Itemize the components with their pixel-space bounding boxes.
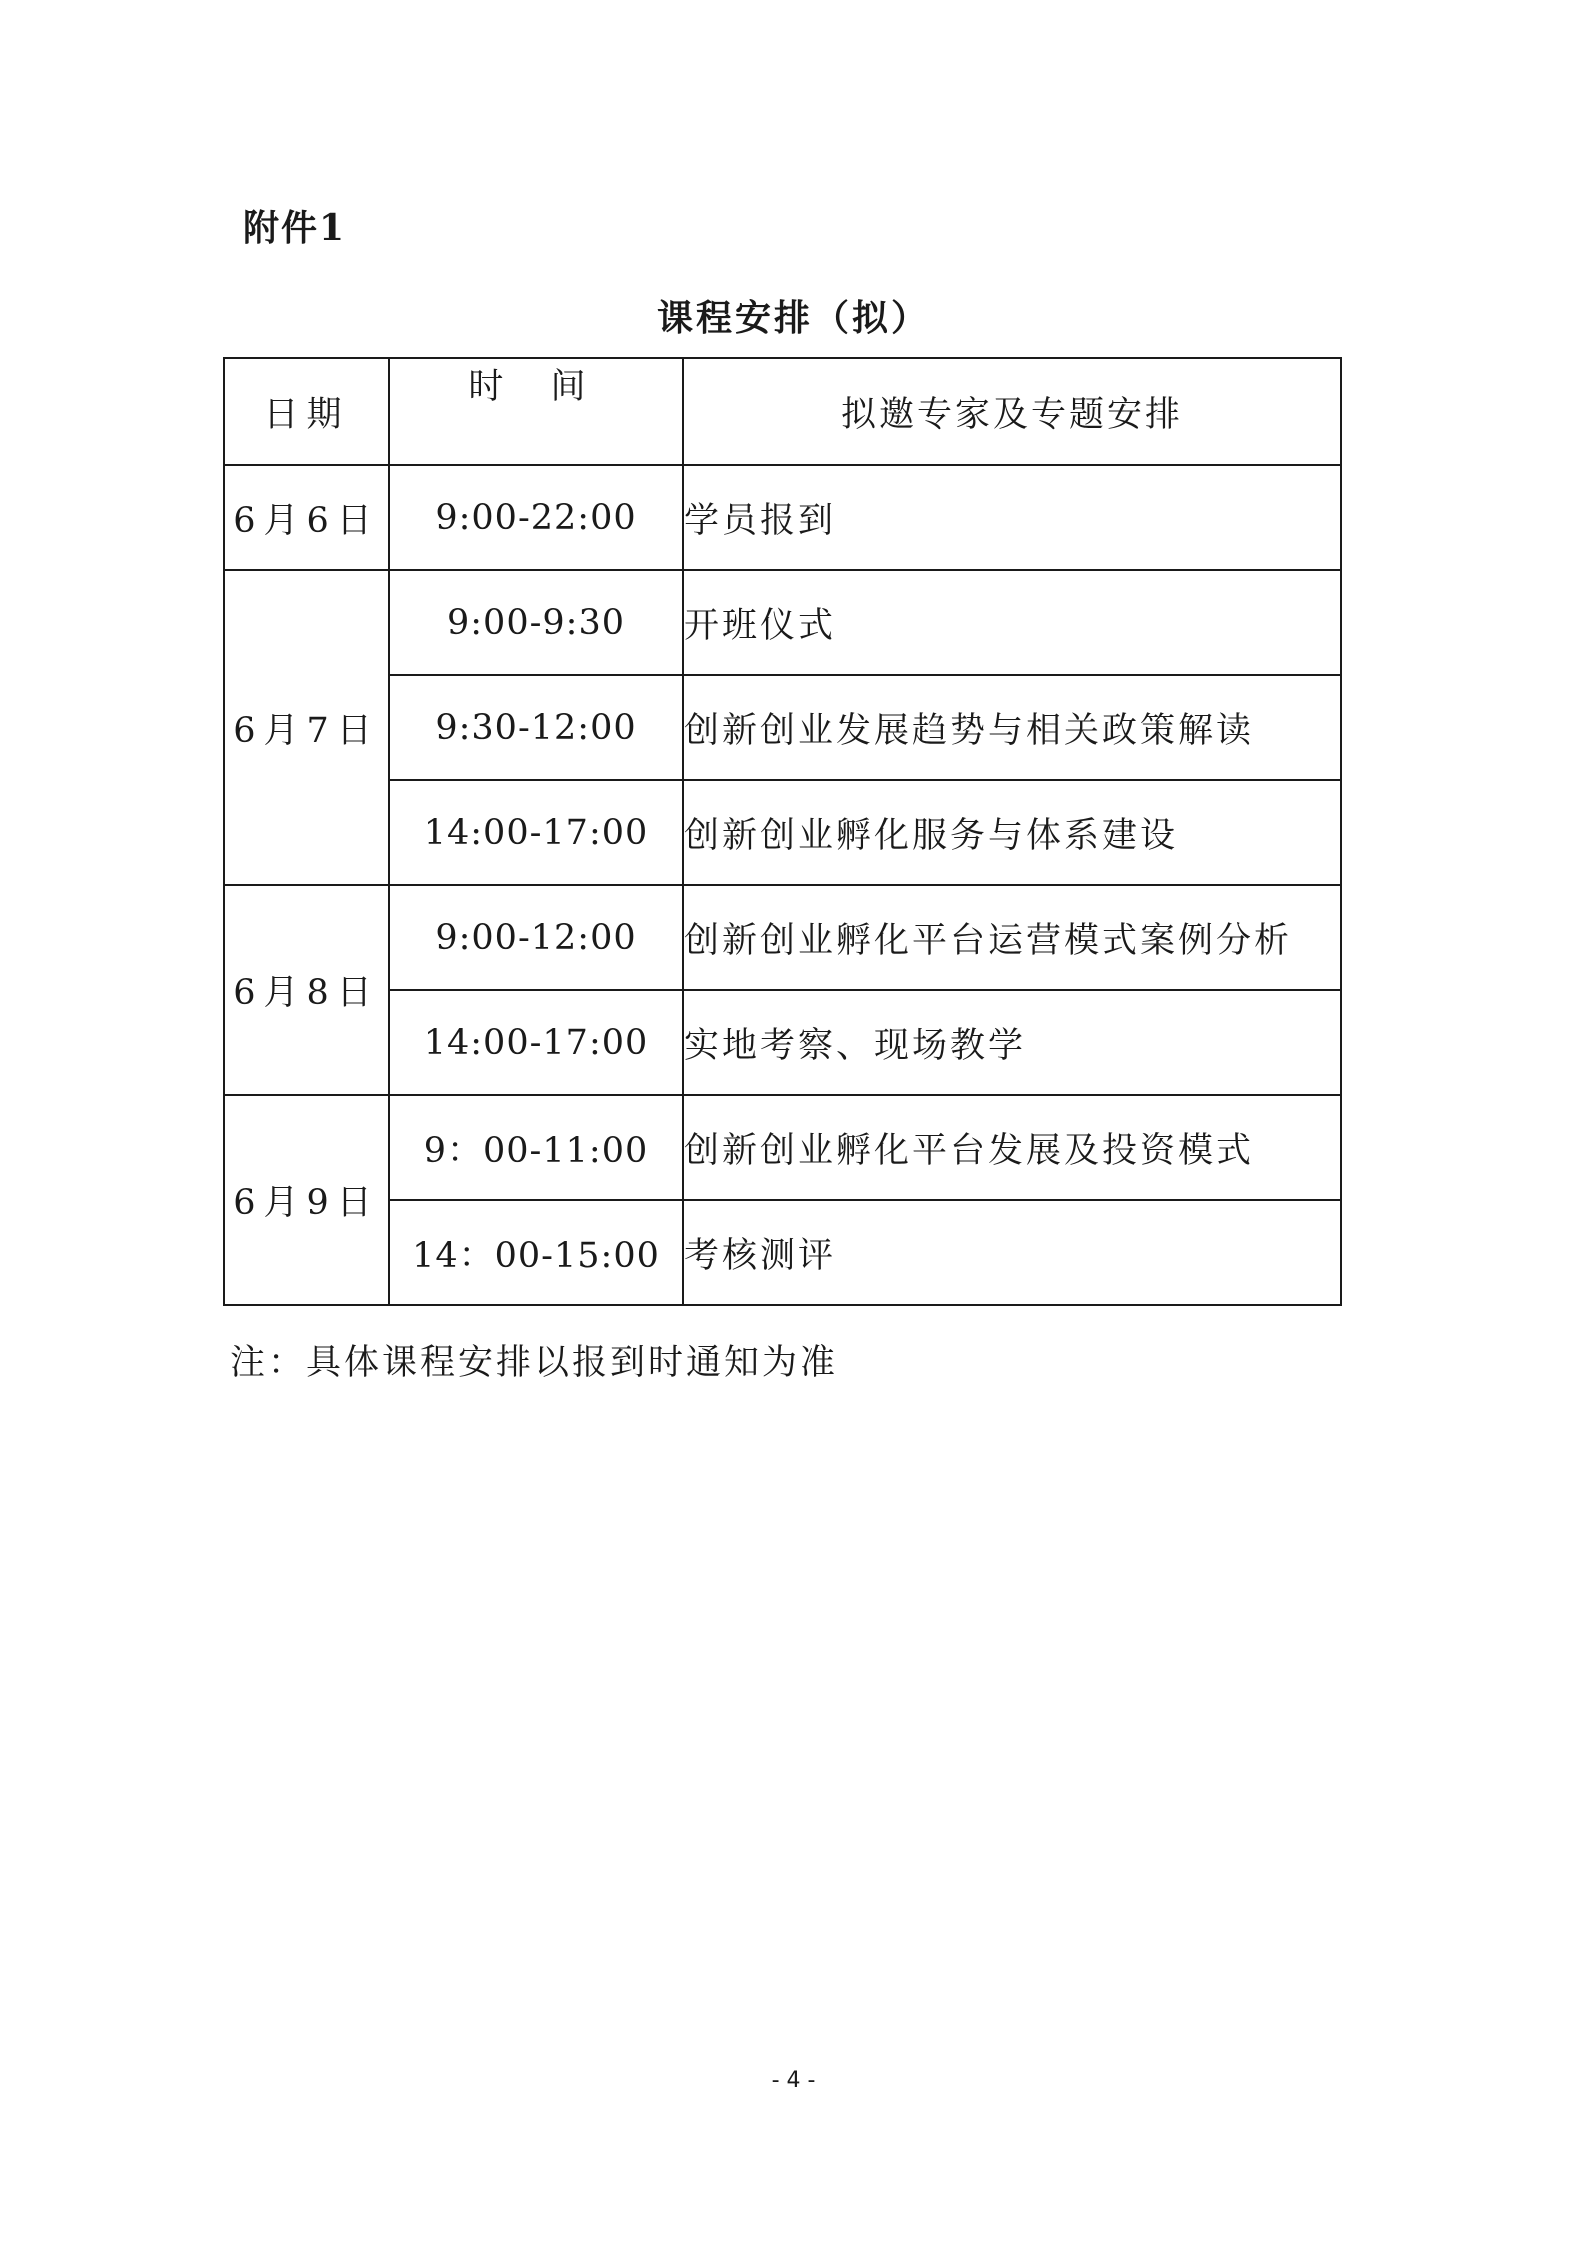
table-header-row [224, 358, 1341, 465]
time-cell: 9:00-22:00 [389, 465, 683, 570]
table-row [224, 675, 1341, 780]
date-cell: 6月8日 [224, 885, 389, 1095]
table-row [224, 780, 1341, 885]
time-cell: 9:00-9:30 [389, 570, 683, 675]
table-row [224, 465, 1341, 570]
footnote: 注：具体课程安排以报到时通知为准 [230, 1343, 839, 1383]
page-number: - 4 - [771, 2068, 816, 2093]
topic-cell: 创新创业孵化平台发展及投资模式 [683, 1095, 1341, 1200]
header-topic: 拟邀专家及专题安排 [683, 358, 1341, 465]
table-row [224, 885, 1341, 990]
time-cell: 9：00-11:00 [389, 1095, 683, 1200]
table-row [224, 1200, 1341, 1305]
time-cell: 14：00-15:00 [389, 1200, 683, 1305]
header-date: 日期 [224, 358, 389, 465]
time-cell: 9:30-12:00 [389, 675, 683, 780]
topic-cell: 学员报到 [683, 465, 1341, 570]
time-cell: 14:00-17:00 [389, 990, 683, 1095]
topic-cell: 实地考察、现场教学 [683, 990, 1341, 1095]
topic-cell: 开班仪式 [683, 570, 1341, 675]
date-cell: 6月7日 [224, 570, 389, 885]
date-cell: 6月9日 [224, 1095, 389, 1305]
document-title: 课程安排（拟） [656, 297, 930, 339]
time-cell: 14:00-17:00 [389, 780, 683, 885]
topic-cell: 创新创业孵化服务与体系建设 [683, 780, 1341, 885]
topic-cell: 创新创业发展趋势与相关政策解读 [683, 675, 1341, 780]
time-cell: 9:00-12:00 [389, 885, 683, 990]
date-cell: 6月6日 [224, 465, 389, 570]
header-time: 时 间 [389, 358, 683, 465]
course-schedule-table [223, 357, 1342, 1306]
table-row [224, 1095, 1341, 1200]
table-row [224, 990, 1341, 1095]
table-row [224, 570, 1341, 675]
topic-cell: 考核测评 [683, 1200, 1341, 1305]
topic-cell: 创新创业孵化平台运营模式案例分析 [683, 885, 1341, 990]
attachment-label: 附件1 [243, 207, 347, 249]
